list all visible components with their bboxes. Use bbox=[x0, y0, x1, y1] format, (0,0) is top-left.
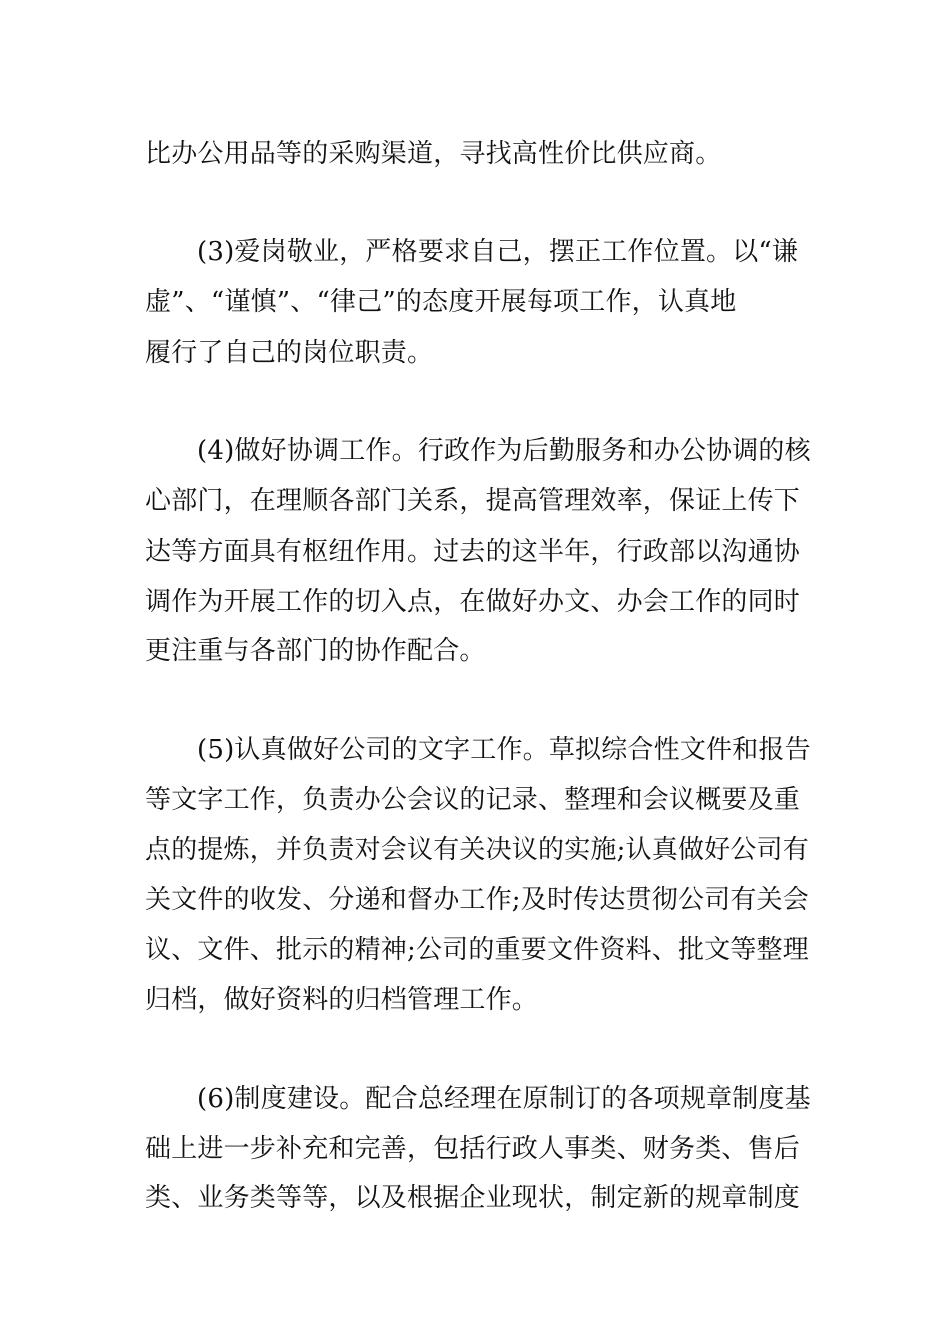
paragraph-line: 点的提炼，并负责对会议有关决议的实施;认真做好公司有 bbox=[145, 835, 809, 865]
paragraph-line: 履行了自己的岗位职责。 bbox=[145, 338, 434, 368]
paragraph-line: (5)认真做好公司的文字工作。草拟综合性文件和报告 bbox=[197, 735, 811, 765]
paragraph-line: 关文件的收发、分递和督办工作;及时传达贯彻公司有关会 bbox=[145, 885, 809, 915]
paragraph-line: 达等方面具有枢纽作用。过去的这半年，行政部以沟通协 bbox=[145, 537, 801, 567]
paragraph-line: 归档，做好资料的归档管理工作。 bbox=[145, 985, 539, 1015]
paragraph-line: (3)爱岗敬业，严格要求自己，摆正工作位置。以“谦 bbox=[197, 237, 799, 267]
paragraph-line: 虚”、“谨慎”、“律己”的态度开展每项工作，认真地 bbox=[145, 287, 737, 317]
paragraph-line: 类、业务类等等，以及根据企业现状，制定新的规章制度 bbox=[145, 1183, 801, 1213]
paragraph-line: 比办公用品等的采购渠道，寻找高性价比供应商。 bbox=[145, 139, 722, 169]
paragraph-line: 等文字工作，负责办公会议的记录、整理和会议概要及重 bbox=[145, 785, 801, 815]
paragraph-line: 议、文件、批示的精神;公司的重要文件资料、批文等整理 bbox=[145, 935, 809, 965]
paragraph-line: 础上进一步补充和完善，包括行政人事类、财务类、售后 bbox=[145, 1134, 801, 1164]
paragraph-line: (6)制度建设。配合总经理在原制订的各项规章制度基 bbox=[197, 1084, 811, 1114]
paragraph-line: 调作为开展工作的切入点，在做好办文、办会工作的同时 bbox=[145, 587, 801, 617]
paragraph-line: 更注重与各部门的协作配合。 bbox=[145, 636, 486, 666]
paragraph-line: (4)做好协调工作。行政作为后勤服务和办公协调的核 bbox=[197, 436, 811, 466]
paragraph-line: 心部门，在理顺各部门关系，提高管理效率，保证上传下 bbox=[145, 486, 801, 516]
